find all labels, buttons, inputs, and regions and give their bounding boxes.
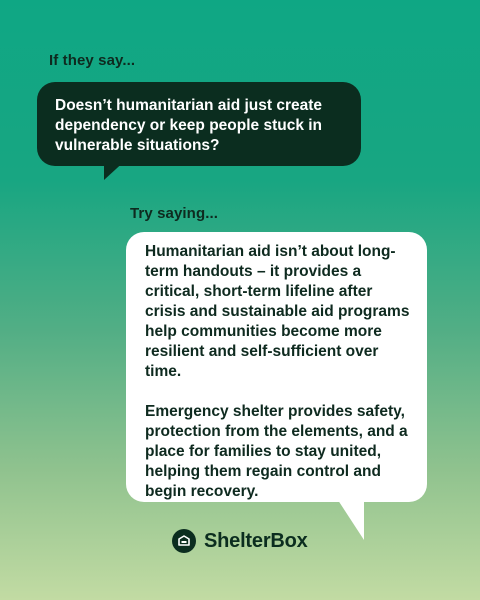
- objection-bubble-tail: [104, 158, 128, 180]
- response-paragraph-1: Humanitarian aid isn’t about long-term handouts – it provides a critical, short-term lifeline after crisis and sustainable aid programs help communities become more resilient and self-sufficient over time.: [145, 243, 410, 380]
- objection-text: Doesn’t humanitarian aid just create dependency or keep people stuck in vulnerable situations?: [55, 97, 323, 154]
- response-paragraph-2: Emergency shelter provides safety, protection from the elements, and a place for families to stay united, helping them regain control and begin recovery.: [145, 403, 408, 500]
- try-saying-label: Try saying...: [130, 205, 219, 222]
- shelterbox-logo-icon: [172, 529, 196, 553]
- objection-speech-bubble: [37, 82, 361, 166]
- brand-name: ShelterBox: [204, 529, 308, 552]
- box-icon: [176, 533, 192, 549]
- they-say-label: If they say...: [49, 52, 136, 69]
- response-speech-bubble: [126, 232, 427, 502]
- shelterbox-logo: [172, 529, 308, 553]
- response-bubble-tail: [334, 494, 364, 540]
